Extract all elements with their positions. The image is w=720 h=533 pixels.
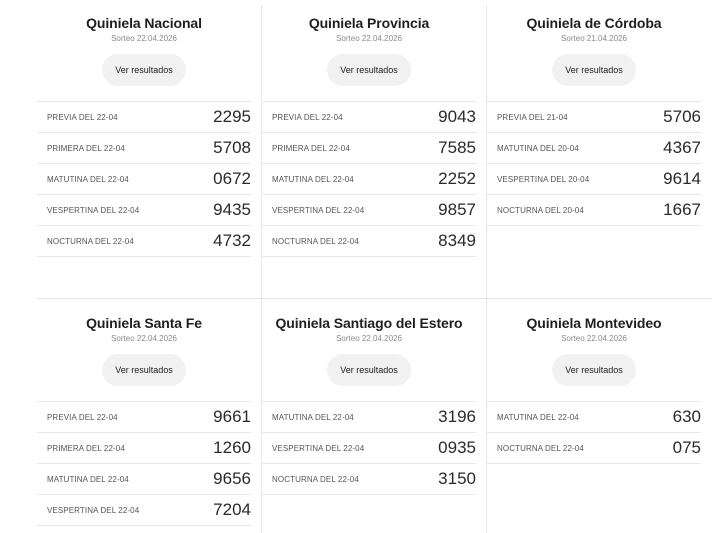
result-row — [487, 401, 701, 432]
result-row — [37, 401, 251, 432]
draw-label: VESPERTINA DEL 22-04 — [47, 505, 140, 515]
draw-date: Sorteo 22.04.2026 — [336, 334, 402, 343]
draw-number: 0672 — [213, 169, 251, 188]
draw-number: 3150 — [438, 469, 476, 488]
draw-label: PREVIA DEL 21-04 — [497, 112, 568, 122]
draw-label: PREVIA DEL 22-04 — [272, 112, 343, 122]
draw-label: MATUTINA DEL 22-04 — [47, 174, 129, 184]
result-row — [262, 225, 476, 257]
draw-date: Sorteo 22.04.2026 — [111, 34, 177, 43]
result-row — [262, 101, 476, 132]
draw-number: 2252 — [438, 169, 476, 188]
ver-resultados-button[interactable]: Ver resultados — [327, 354, 411, 386]
draw-label: PREVIA DEL 22-04 — [47, 112, 118, 122]
results-list — [262, 401, 476, 495]
draw-number: 5708 — [213, 138, 251, 157]
draw-date: Sorteo 22.04.2026 — [336, 34, 402, 43]
result-row — [37, 494, 251, 526]
draw-label: VESPERTINA DEL 22-04 — [272, 205, 365, 215]
result-row — [37, 432, 251, 463]
draw-date: Sorteo 22.04.2026 — [561, 334, 627, 343]
card-quiniela-nacional — [37, 5, 251, 257]
results-list — [487, 101, 701, 226]
result-row — [262, 432, 476, 463]
result-row — [262, 401, 476, 432]
card-title: Quiniela de Córdoba — [526, 15, 662, 31]
draw-number: 9661 — [213, 407, 251, 426]
draw-number: 630 — [672, 407, 701, 426]
result-row — [487, 194, 701, 226]
result-row — [262, 163, 476, 194]
draw-label: VESPERTINA DEL 22-04 — [272, 443, 365, 453]
results-list — [487, 401, 701, 464]
ver-resultados-button[interactable]: Ver resultados — [327, 54, 411, 86]
result-row — [37, 463, 251, 494]
card-title: Quiniela Santa Fe — [86, 315, 202, 331]
draw-label: MATUTINA DEL 22-04 — [47, 474, 129, 484]
draw-number: 1667 — [663, 200, 701, 219]
card-title: Quiniela Nacional — [86, 15, 202, 31]
draw-number: 8349 — [438, 231, 476, 250]
draw-label: VESPERTINA DEL 20-04 — [497, 174, 590, 184]
draw-number: 075 — [672, 438, 701, 457]
result-row — [37, 163, 251, 194]
draw-label: MATUTINA DEL 22-04 — [497, 412, 579, 422]
draw-label: NOCTURNA DEL 22-04 — [272, 236, 359, 246]
result-row — [487, 432, 701, 464]
card-title: Quiniela Santiago del Estero — [275, 315, 463, 331]
card-quiniela-santa-fe — [37, 305, 251, 526]
results-list — [37, 101, 251, 257]
draw-number: 9435 — [213, 200, 251, 219]
draw-number: 5706 — [663, 107, 701, 126]
results-list — [37, 401, 251, 526]
draw-label: MATUTINA DEL 20-04 — [497, 143, 579, 153]
ver-resultados-button[interactable]: Ver resultados — [552, 54, 636, 86]
draw-number: 7585 — [438, 138, 476, 157]
draw-number: 9614 — [663, 169, 701, 188]
draw-label: PRIMERA DEL 22-04 — [47, 143, 125, 153]
draw-number: 0935 — [438, 438, 476, 457]
draw-date: Sorteo 21.04.2026 — [561, 34, 627, 43]
draw-number: 9857 — [438, 200, 476, 219]
draw-label: NOCTURNA DEL 22-04 — [497, 443, 584, 453]
draw-label: VESPERTINA DEL 22-04 — [47, 205, 140, 215]
result-row — [262, 132, 476, 163]
draw-number: 4732 — [213, 231, 251, 250]
draw-number: 2295 — [213, 107, 251, 126]
draw-label: NOCTURNA DEL 22-04 — [47, 236, 134, 246]
draw-label: MATUTINA DEL 22-04 — [272, 412, 354, 422]
result-row — [487, 101, 701, 132]
result-row — [37, 194, 251, 225]
card-title: Quiniela Provincia — [308, 15, 430, 31]
draw-label: PRIMERA DEL 22-04 — [47, 443, 125, 453]
draw-number: 4367 — [663, 138, 701, 157]
result-row — [37, 101, 251, 132]
ver-resultados-button[interactable]: Ver resultados — [552, 354, 636, 386]
result-row — [37, 132, 251, 163]
draw-label: PREVIA DEL 22-04 — [47, 412, 118, 422]
draw-number: 9656 — [213, 469, 251, 488]
card-quiniela-cordoba — [487, 5, 701, 226]
draw-label: MATUTINA DEL 22-04 — [272, 174, 354, 184]
draw-label: PRIMERA DEL 22-04 — [272, 143, 350, 153]
result-row — [262, 194, 476, 225]
draw-number: 7204 — [213, 500, 251, 519]
draw-number: 1260 — [213, 438, 251, 457]
result-row — [487, 132, 701, 163]
result-row — [487, 163, 701, 194]
quiniela-results-grid — [37, 5, 712, 533]
card-quiniela-provincia — [262, 5, 476, 257]
result-row — [262, 463, 476, 495]
card-title: Quiniela Montevideo — [526, 315, 662, 331]
draw-label: NOCTURNA DEL 22-04 — [272, 474, 359, 484]
card-quiniela-montevideo — [487, 305, 701, 464]
results-list — [262, 101, 476, 257]
draw-number: 9043 — [438, 107, 476, 126]
draw-date: Sorteo 22.04.2026 — [111, 334, 177, 343]
row-divider — [37, 298, 712, 299]
result-row — [37, 225, 251, 257]
card-quiniela-santiago-del-estero — [262, 305, 476, 495]
draw-number: 3196 — [438, 407, 476, 426]
draw-label: NOCTURNA DEL 20-04 — [497, 205, 584, 215]
ver-resultados-button[interactable]: Ver resultados — [102, 354, 186, 386]
ver-resultados-button[interactable]: Ver resultados — [102, 54, 186, 86]
